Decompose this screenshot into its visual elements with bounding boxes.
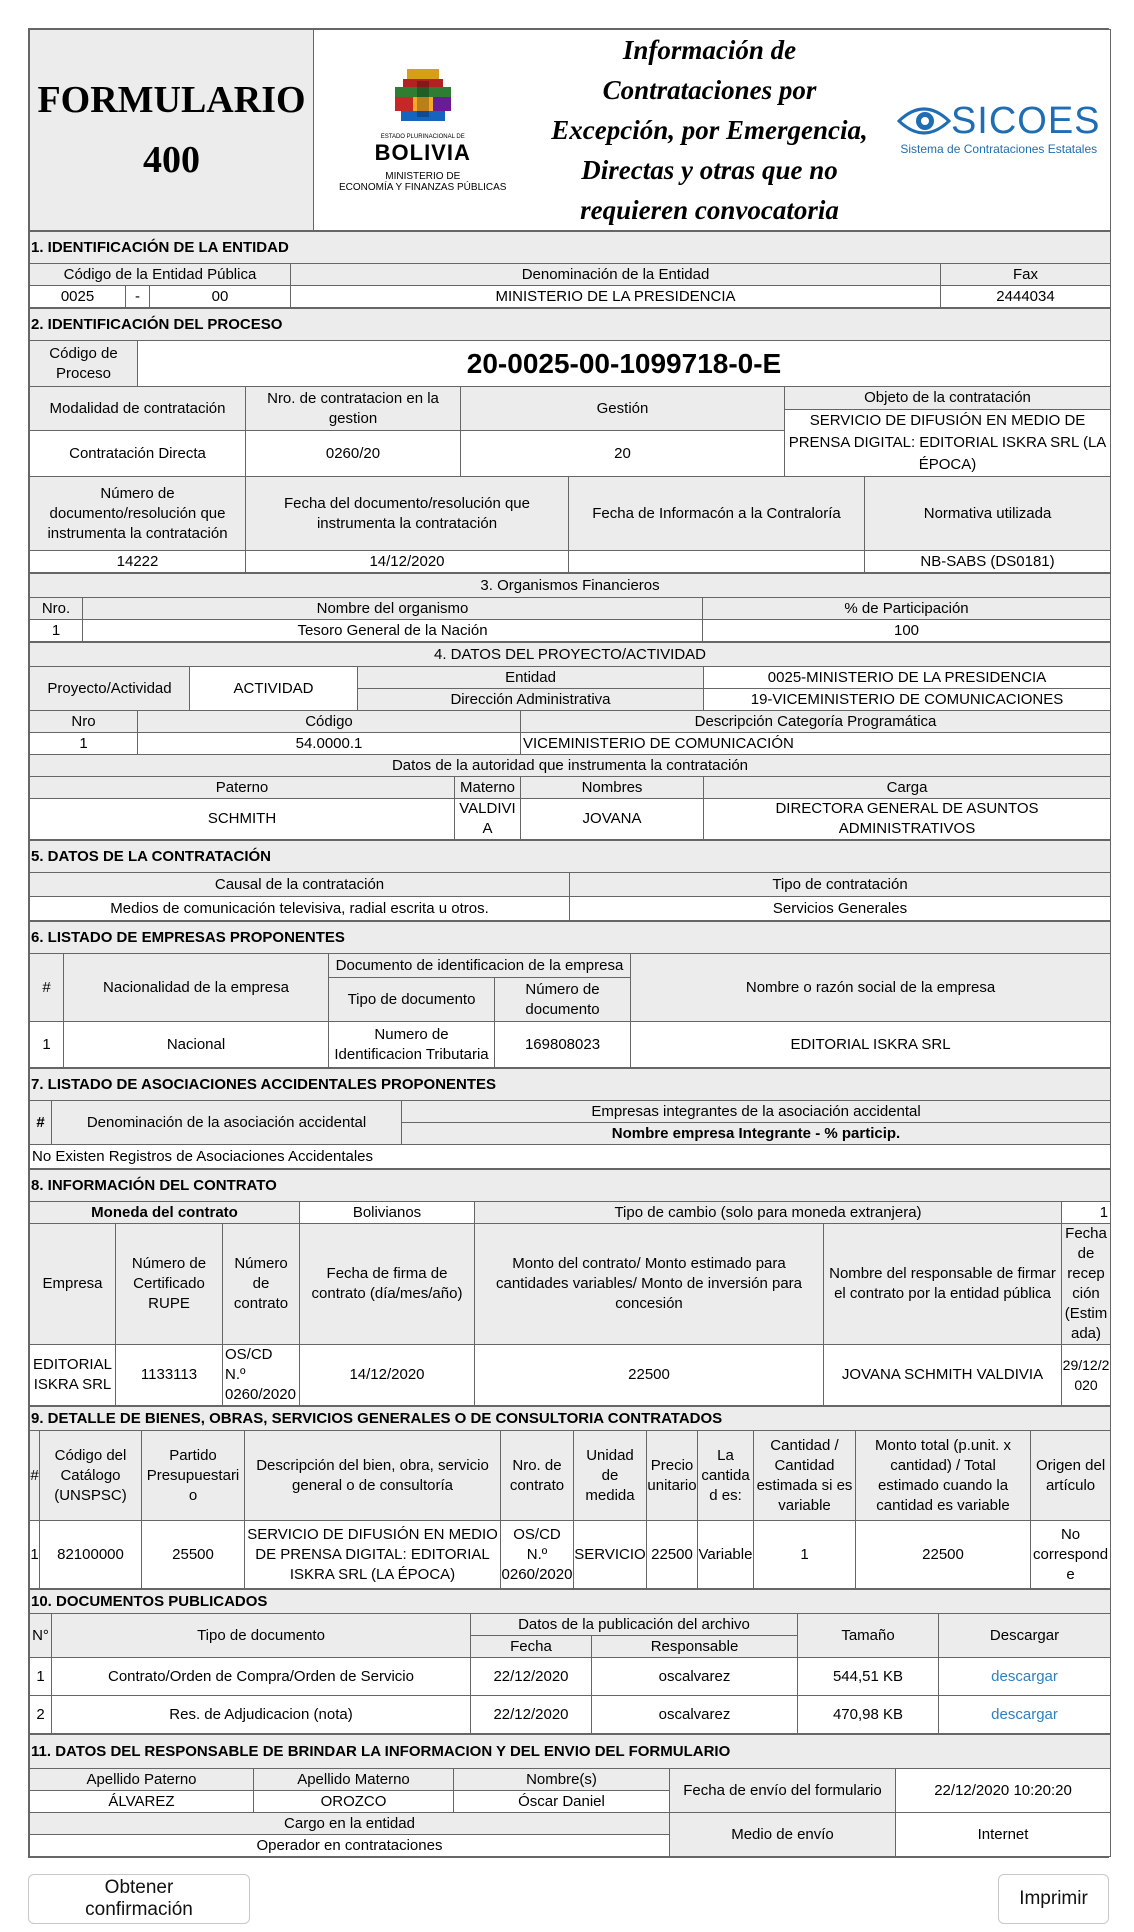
objeto-value: SERVICIO DE DIFUSIÓN EN MEDIO DE PRENSA DIGITAL: EDITORIAL ISKRA SRL (LA ÉPOCA)	[785, 410, 1110, 476]
autoridad-nombres: JOVANA	[521, 799, 704, 840]
contrato-fecha: 14/12/2020	[300, 1345, 475, 1406]
heading-line-4: Directas y otras que no	[581, 155, 838, 185]
tipo-documento-header: Tipo de documento	[329, 978, 495, 1022]
asociacion-den-header: Denominación de la asociación accidental	[52, 1101, 402, 1145]
categoria-desc: VICEMINISTERIO DE COMUNICACIÓN	[521, 733, 1111, 755]
contrato-num-header: Número de contrato	[223, 1224, 300, 1345]
entidad-value: 0025-MINISTERIO DE LA PRESIDENCIA	[704, 667, 1111, 689]
categoria-nro: 1	[30, 733, 138, 755]
logo-ministry-1: MINISTERIO DE	[385, 171, 461, 182]
section-1-title: 1. IDENTIFICACIÓN DE LA ENTIDAD	[30, 232, 1111, 264]
detalle-num: 1	[30, 1521, 40, 1589]
detalle-desc: SERVICIO DE DIFUSIÓN EN MEDIO DE PRENSA DIGITAL: EDITORIAL ISKRA SRL (LA ÉPOCA)	[245, 1521, 501, 1589]
asociacion-emp-header: Empresas integrantes de la asociación accidental	[402, 1101, 1111, 1123]
doc-tipo: Res. de Adjudicacion (nota)	[52, 1696, 471, 1734]
resp-paterno-header: Apellido Paterno	[30, 1769, 254, 1791]
table-row	[30, 1022, 1111, 1068]
detalle-origen: No corresponde	[1031, 1521, 1111, 1589]
causal-value: Medios de comunicación televisiva, radial escrita u otros.	[30, 897, 570, 921]
contrato-resp: JOVANA SCHMITH VALDIVIA	[824, 1345, 1062, 1406]
section-10-title: 10. DOCUMENTOS PUBLICADOS	[30, 1590, 1111, 1614]
direccion-value: 19-VICEMINISTERIO DE COMUNICACIONES	[704, 689, 1111, 711]
table-row	[30, 620, 1111, 642]
nro-contratacion-header: Nro. de contratacion en la gestion	[246, 387, 461, 431]
fechadoc-header: Fecha del documento/resolución que instrumenta la contratación	[246, 477, 569, 551]
doc-resp-header: Responsable	[592, 1636, 798, 1658]
contrato-recep-header: Fecha de recepción (Estimada)	[1062, 1224, 1111, 1345]
process-code-label: Código de Proceso	[30, 341, 138, 387]
doc-fecha-header: Fecha	[471, 1636, 592, 1658]
download-link[interactable]: descargar	[991, 1705, 1058, 1723]
tipo-contratacion-value: Servicios Generales	[570, 897, 1111, 921]
section-11	[29, 1734, 1111, 1857]
table-row	[30, 1658, 1111, 1696]
sicoes-logo	[888, 30, 1111, 231]
form-header	[29, 29, 1111, 231]
detalle-nro: OS/CD N.º 0260/2020	[501, 1521, 574, 1589]
detalle-unidad-header: Unidad de medida	[574, 1431, 647, 1521]
logo-ministry-2: ECONOMÍA Y FINANZAS PÚBLICAS	[339, 182, 507, 193]
form-title: FORMULARIO	[37, 79, 306, 121]
section-4-title: 4. DATOS DEL PROYECTO/ACTIVIDAD	[30, 643, 1111, 667]
sicoes-eye-icon	[897, 101, 951, 141]
doc-size: 470,98 KB	[798, 1696, 939, 1734]
org-nro-header: Nro.	[30, 598, 83, 620]
nacionalidad-header: Nacionalidad de la empresa	[64, 954, 329, 1022]
resp-materno-header: Apellido Materno	[254, 1769, 454, 1791]
table-row	[30, 1345, 1111, 1406]
fecha-envio-label: Fecha de envío del formulario	[670, 1769, 896, 1813]
contrato-num: OS/CD N.º 0260/2020	[223, 1345, 300, 1406]
doc-resp: oscalvarez	[592, 1658, 798, 1696]
autoridad-carga-header: Carga	[704, 777, 1111, 799]
download-link[interactable]: descargar	[991, 1667, 1058, 1685]
section-7-title: 7. LISTADO DE ASOCIACIONES ACCIDENTALES PROPONENTES	[30, 1069, 1111, 1101]
modalidad-value: Contratación Directa	[30, 431, 246, 477]
detalle-lacant: Variable	[698, 1521, 754, 1589]
moneda-label: Moneda del contrato	[30, 1202, 300, 1224]
detalle-lacant-header: La cantidad es:	[698, 1431, 754, 1521]
contrato-monto: 22500	[475, 1345, 824, 1406]
causal-header: Causal de la contratación	[30, 873, 570, 897]
obtener-confirmacion-button[interactable]: Obtener confirmación	[28, 1874, 250, 1924]
direccion-label: Dirección Administrativa	[358, 689, 704, 711]
autoridad-materno-header: Materno	[455, 777, 521, 799]
razon-social-header: Nombre o razón social de la empresa	[631, 954, 1111, 1022]
numero-documento-header: Número de documento	[495, 978, 631, 1022]
razon-social: EDITORIAL ISKRA SRL	[631, 1022, 1111, 1068]
doc-download-cell	[939, 1658, 1111, 1696]
logo-country: BOLIVIA	[374, 140, 471, 165]
doc-pub-header: Datos de la publicación del archivo	[471, 1614, 798, 1636]
empresa-num: 1	[30, 1022, 64, 1068]
section-11-title: 11. DATOS DEL RESPONSABLE DE BRINDAR LA INFORMACION Y DEL ENVIO DEL FORMULARIO	[30, 1735, 1111, 1769]
section-9	[29, 1406, 1111, 1589]
detalle-partido-header: Partido Presupuestario	[142, 1431, 245, 1521]
heading-line-3: Excepción, por Emergencia,	[551, 115, 868, 145]
fax-header: Fax	[941, 264, 1111, 286]
proyecto-label: Proyecto/Actividad	[30, 667, 190, 711]
doc-size-header: Tamaño	[798, 1614, 939, 1658]
detalle-cat-header: Código del Catálogo (UNSPSC)	[40, 1431, 142, 1521]
autoridad-materno: VALDIVIA	[455, 799, 521, 840]
doc-n-header: N°	[30, 1614, 52, 1658]
section-6-title: 6. LISTADO DE EMPRESAS PROPONENTES	[30, 922, 1111, 954]
form-heading	[532, 30, 888, 231]
doc-tipo-header: Tipo de documento	[52, 1614, 471, 1658]
autoridad-paterno-header: Paterno	[30, 777, 455, 799]
contrato-monto-header: Monto del contrato/ Monto estimado para cantidades variables/ Monto de inversión para concesión	[475, 1224, 824, 1345]
section-6	[29, 921, 1111, 1068]
section-2	[29, 308, 1111, 573]
tipo-cambio-value: 1	[1062, 1202, 1111, 1224]
autoridad-carga: DIRECTORA GENERAL DE ASUNTOS ADMINISTRATIVOS	[704, 799, 1111, 840]
numdoc-value: 14222	[30, 551, 246, 573]
process-code: 20-0025-00-1099718-0-E	[138, 341, 1111, 387]
numero-documento: 169808023	[495, 1022, 631, 1068]
doc-fecha: 22/12/2020	[471, 1696, 592, 1734]
contrato-cert: 1133113	[116, 1345, 223, 1406]
normativa-value: NB-SABS (DS0181)	[865, 551, 1111, 573]
asociacion-num-header: #	[30, 1101, 52, 1145]
gestion-header: Gestión	[461, 387, 785, 431]
numdoc-header: Número de documento/resolución que instrumenta la contratación	[30, 477, 246, 551]
doc-resp: oscalvarez	[592, 1696, 798, 1734]
entity-code-header: Código de la Entidad Pública	[30, 264, 291, 286]
section-9-title: 9. DETALLE DE BIENES, OBRAS, SERVICIOS GENERALES O DE CONSULTORIA CONTRATADOS	[30, 1407, 1111, 1431]
org-nro: 1	[30, 620, 83, 642]
entity-code-b: 00	[150, 286, 291, 308]
detalle-cant-header: Cantidad / Cantidad estimada si es variable	[754, 1431, 856, 1521]
categoria-codigo: 54.0000.1	[138, 733, 521, 755]
fechadoc-value: 14/12/2020	[246, 551, 569, 573]
objeto-header: Objeto de la contratación	[785, 387, 1110, 410]
resp-materno: OROZCO	[254, 1791, 454, 1813]
autoridad-nombres-header: Nombres	[521, 777, 704, 799]
section-5	[29, 840, 1111, 921]
section-2-title: 2. IDENTIFICACIÓN DEL PROCESO	[30, 309, 1111, 341]
resp-nombres: Óscar Daniel	[454, 1791, 670, 1813]
section-3-title: 3. Organismos Financieros	[30, 574, 1111, 598]
detalle-partido: 25500	[142, 1521, 245, 1589]
normativa-header: Normativa utilizada	[865, 477, 1111, 551]
formulario-400	[28, 28, 1109, 1858]
nacionalidad: Nacional	[64, 1022, 329, 1068]
detalle-unidad: SERVICIO	[574, 1521, 647, 1589]
doc-download-cell	[939, 1696, 1111, 1734]
medio-envio-label: Medio de envío	[670, 1813, 896, 1857]
doc-tipo: Contrato/Orden de Compra/Orden de Servicio	[52, 1658, 471, 1696]
medio-envio-value: Internet	[896, 1813, 1111, 1857]
section-4	[29, 642, 1111, 840]
sicoes-subtitle: Sistema de Contrataciones Estatales	[900, 142, 1098, 156]
fechainfo-value	[569, 551, 865, 573]
detalle-desc-header: Descripción del bien, obra, servicio general o de consultoría	[245, 1431, 501, 1521]
detalle-cat: 82100000	[40, 1521, 142, 1589]
sicoes-name: SICOES	[950, 100, 1101, 142]
cargo-value: Operador en contrataciones	[30, 1835, 670, 1857]
modalidad-header: Modalidad de contratación	[30, 387, 246, 431]
form-number-cell	[30, 30, 314, 231]
doc-fecha: 22/12/2020	[471, 1658, 592, 1696]
doc-size: 544,51 KB	[798, 1658, 939, 1696]
heading-line-5: requieren convocatoria	[580, 195, 839, 225]
categoria-nro-header: Nro	[30, 711, 138, 733]
contrato-empresa: EDITORIAL ISKRA SRL	[30, 1345, 116, 1406]
doc-n: 1	[30, 1658, 52, 1696]
cargo-label: Cargo en la entidad	[30, 1813, 670, 1835]
moneda-value: Bolivianos	[300, 1202, 475, 1224]
bolivia-emblem-icon	[373, 67, 473, 127]
form-number: 400	[143, 139, 200, 181]
empresa-num-header: #	[30, 954, 64, 1022]
table-row	[30, 1521, 1111, 1589]
detalle-origen-header: Origen del artículo	[1031, 1431, 1111, 1521]
detalle-total: 22500	[856, 1521, 1031, 1589]
fechainfo-header: Fecha de Informacón a la Contraloría	[569, 477, 865, 551]
doc-download-header: Descargar	[939, 1614, 1111, 1658]
doc-n: 2	[30, 1696, 52, 1734]
section-3	[29, 573, 1111, 642]
org-pct-header: % de Participación	[703, 598, 1111, 620]
fecha-envio-value: 22/12/2020 10:20:20	[896, 1769, 1111, 1813]
logo-small-text: ESTADO PLURINACIONAL DE	[380, 134, 465, 140]
autoridad-paterno: SCHMITH	[30, 799, 455, 840]
bolivia-logo	[314, 30, 532, 231]
section-7	[29, 1068, 1111, 1169]
entity-name: MINISTERIO DE LA PRESIDENCIA	[291, 286, 941, 308]
proyecto-value: ACTIVIDAD	[190, 667, 358, 711]
tipo-cambio-label: Tipo de cambio (solo para moneda extranjera)	[475, 1202, 1062, 1224]
table-row	[30, 1696, 1111, 1734]
imprimir-button[interactable]: Imprimir	[998, 1874, 1109, 1924]
section-8-title: 8. INFORMACIÓN DEL CONTRATO	[30, 1170, 1111, 1202]
categoria-desc-header: Descripción Categoría Programática	[521, 711, 1111, 733]
heading-line-1: Información de	[622, 35, 797, 65]
section-10	[29, 1589, 1111, 1734]
categoria-codigo-header: Código	[138, 711, 521, 733]
entity-code-a: 0025	[30, 286, 126, 308]
tipo-documento: Numero de Identificacion Tributaria	[329, 1022, 495, 1068]
contrato-resp-header: Nombre del responsable de firmar el contrato por la entidad pública	[824, 1224, 1062, 1345]
org-pct: 100	[703, 620, 1111, 642]
org-name: Tesoro General de la Nación	[83, 620, 703, 642]
autoridad-title: Datos de la autoridad que instrumenta la contratación	[30, 755, 1111, 777]
detalle-precio: 22500	[647, 1521, 698, 1589]
fax-value: 2444034	[941, 286, 1111, 308]
tipo-contratacion-header: Tipo de contratación	[570, 873, 1111, 897]
resp-paterno: ÁLVAREZ	[30, 1791, 254, 1813]
section-1	[29, 231, 1111, 308]
org-name-header: Nombre del organismo	[83, 598, 703, 620]
detalle-num-header: #	[30, 1431, 40, 1521]
detalle-total-header: Monto total (p.unit. x cantidad) / Total estimado cuando la cantidad es variable	[856, 1431, 1031, 1521]
section-5-title: 5. DATOS DE LA CONTRATACIÓN	[30, 841, 1111, 873]
detalle-precio-header: Precio unitario	[647, 1431, 698, 1521]
entity-name-header: Denominación de la Entidad	[291, 264, 941, 286]
heading-line-2: Contrataciones por	[602, 75, 817, 105]
entidad-label: Entidad	[358, 667, 704, 689]
detalle-nro-header: Nro. de contrato	[501, 1431, 574, 1521]
contrato-cert-header: Número de Certificado RUPE	[116, 1224, 223, 1345]
section-8	[29, 1169, 1111, 1406]
contrato-empresa-header: Empresa	[30, 1224, 116, 1345]
asociacion-emp-subheader: Nombre empresa Integrante - % particip.	[402, 1123, 1111, 1145]
nro-contratacion-value: 0260/20	[246, 431, 461, 477]
asociacion-empty: No Existen Registros de Asociaciones Accidentales	[30, 1145, 1111, 1169]
entity-code-separator: -	[126, 286, 150, 308]
objeto-cell	[785, 387, 1111, 477]
detalle-cant: 1	[754, 1521, 856, 1589]
contrato-recep: 29/12/2020	[1062, 1345, 1111, 1406]
gestion-value: 20	[461, 431, 785, 477]
contrato-fecha-header: Fecha de firma de contrato (día/mes/año)	[300, 1224, 475, 1345]
documento-header: Documento de identificacion de la empresa	[329, 954, 631, 978]
resp-nombres-header: Nombre(s)	[454, 1769, 670, 1791]
